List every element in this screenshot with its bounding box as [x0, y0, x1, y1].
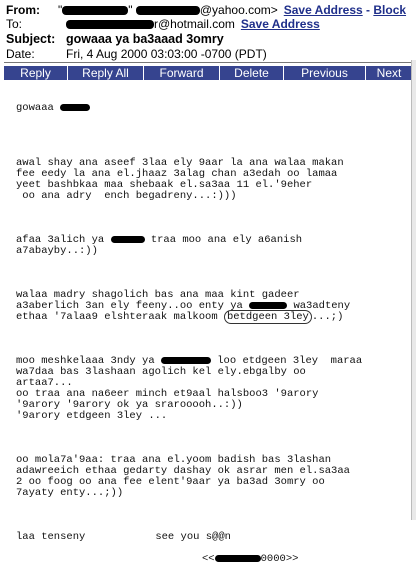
reply-button[interactable]: Reply [4, 66, 68, 80]
message-toolbar [4, 66, 412, 80]
greeting-text: gowaaa [16, 102, 61, 114]
redacted-p4-name [161, 357, 211, 364]
closing-line [16, 532, 406, 543]
paragraph-5: oo mola7a'9aa: traa ana el.yoom badish bas 3lashan adawreeich ethaa gedarty dashay ok asrar men el.sa3aa 2 oo foog oo ana fee elent'9aar ya ba3ad 3omry oo 7ayaty enty...;)) [16, 454, 350, 499]
p3-mid: wa3adteny ethaa '7alaa9 elshteraak malkoom [16, 300, 351, 323]
p2-end: traa moo ana ely a6anish a7abayby..:)) [16, 234, 303, 257]
from-address: @yahoo.com> [199, 3, 278, 17]
subject-label: Subject: [6, 32, 56, 46]
paragraph-3 [16, 290, 406, 323]
save-address-link[interactable]: Save Address [283, 3, 363, 17]
next-button[interactable]: Next [376, 66, 402, 80]
redacted-to [66, 20, 154, 29]
sig-start: << [202, 553, 215, 565]
date-text: Fri, 4 Aug 2000 03:03:00 -0700 (PDT) [66, 47, 267, 61]
paragraph-1: awal shay ana aseef 3laa ely 9aar la ana walaa makan fee eedy la ana el.jhaaz 3alag chan a3edah oo lamaa yeet bashbkaa maa shebaak el.sa3aa 11 el.'9eher oo ana adry ench begadreny...:))) [16, 157, 344, 202]
to-row [6, 17, 320, 31]
save-address-link-to[interactable]: Save Address [240, 17, 320, 31]
subject-row [6, 32, 224, 46]
paragraph-4 [16, 356, 406, 422]
signoff-text: see you s@@n [155, 531, 231, 543]
p2-start: afaa 3alich ya [16, 234, 111, 246]
signature-line [16, 554, 406, 565]
scrollbar[interactable] [411, 60, 416, 520]
sig-end: 0000>> [260, 553, 299, 565]
paragraph-2 [16, 235, 406, 257]
from-quote-open: " [58, 3, 63, 17]
p4-start: moo meshkelaaa 3ndy ya [16, 355, 161, 367]
reply-all-button[interactable]: Reply All [68, 66, 144, 80]
circled-text: betdgeen 3ley [224, 310, 312, 324]
previous-button[interactable]: Previous [284, 66, 366, 80]
redacted-email [136, 6, 200, 15]
p4-end: loo etdgeen 3ley maraa wa7daa bas 3lashaan agolich kel ely.ebgalby oo artaa7... oo traa ana na6eer minch et9aal halsboo3 '9arory '9arory '9arory ok ya srarooooh..:)) '9arory etdgeen 3ley ... [16, 355, 363, 422]
message-body [16, 92, 406, 576]
p3-start: walaa madry shagolich bas ana maa kint gadeer a3aberlich 3an ely feeny..oo enty ya [16, 289, 300, 312]
redacted-p3-name [249, 302, 287, 309]
closing-text: laa tenseny [16, 531, 86, 543]
redacted-signature [215, 555, 261, 562]
subject-text: gowaaa ya ba3aaad 3omry [66, 32, 224, 46]
block-link[interactable]: Block [373, 3, 407, 17]
forward-button[interactable]: Forward [144, 66, 220, 80]
to-label: To: [6, 17, 23, 31]
message-header [0, 0, 416, 62]
greeting-line [16, 103, 406, 114]
delete-button[interactable]: Delete [220, 66, 284, 80]
p3-end: ...;) [311, 311, 344, 323]
redacted-name [62, 6, 128, 15]
redacted-greeting-name [60, 104, 90, 111]
date-row [6, 47, 267, 61]
to-address: r@hotmail.com [154, 17, 235, 31]
date-label: Date: [6, 47, 35, 61]
header-divider [4, 62, 412, 63]
from-row: From: " " @yahoo.com> Save Address - Block [6, 3, 407, 17]
redacted-p2-name [111, 236, 145, 243]
from-label: From: [6, 3, 40, 17]
from-quote-close: " [128, 3, 136, 17]
